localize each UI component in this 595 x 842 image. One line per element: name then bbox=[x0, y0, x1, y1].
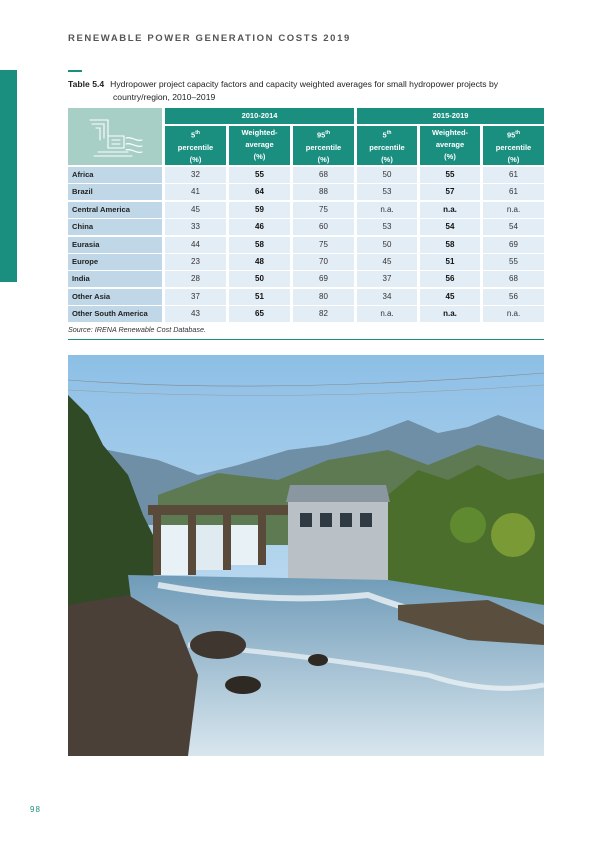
subheader-text: percentile bbox=[495, 142, 532, 152]
cell: 64 bbox=[229, 184, 290, 200]
row-label: Eurasia bbox=[68, 237, 162, 253]
cell: 58 bbox=[420, 237, 480, 253]
subheader-text: 95 bbox=[506, 130, 516, 140]
cell: 70 bbox=[293, 254, 354, 270]
table-row bbox=[68, 167, 544, 184]
cell: 44 bbox=[165, 237, 226, 253]
subheader-unit: (%) bbox=[253, 152, 266, 161]
caption-text-line2: country/region, 2010–2019 bbox=[113, 92, 216, 102]
row-label: India bbox=[68, 271, 162, 287]
subheader-sup: th bbox=[386, 130, 392, 136]
group-header-2010-2014: 2010-2014 bbox=[165, 108, 354, 124]
subheader-sup: th bbox=[195, 130, 200, 136]
cell: 54 bbox=[420, 219, 480, 235]
subheader-unit: (%) bbox=[317, 154, 330, 164]
cell: 58 bbox=[229, 237, 290, 253]
table-row bbox=[68, 184, 544, 201]
cell: n.a. bbox=[483, 306, 544, 322]
cell: 53 bbox=[357, 184, 417, 200]
subheader-unit: (%) bbox=[381, 154, 393, 164]
table-icon-cell bbox=[68, 108, 162, 165]
subheader-text: 5 bbox=[191, 130, 196, 140]
cell: 53 bbox=[357, 219, 417, 235]
cell: 32 bbox=[165, 167, 226, 183]
row-label: Africa bbox=[68, 167, 162, 183]
cell: n.a. bbox=[357, 306, 417, 322]
cell: 56 bbox=[483, 289, 544, 305]
cell: n.a. bbox=[357, 202, 417, 218]
table-row bbox=[68, 289, 544, 306]
table-body bbox=[68, 167, 544, 324]
cell: 45 bbox=[357, 254, 417, 270]
table-row bbox=[68, 202, 544, 219]
cell: 55 bbox=[420, 167, 480, 183]
subheader-text: average bbox=[245, 140, 274, 149]
cell: 51 bbox=[420, 254, 480, 270]
side-tab bbox=[0, 70, 17, 282]
subheader-text: Weighted- bbox=[431, 128, 469, 137]
subheader-p95-a bbox=[293, 126, 354, 165]
cell: 65 bbox=[229, 306, 290, 322]
cell: 28 bbox=[165, 271, 226, 287]
table-row bbox=[68, 254, 544, 271]
subheader-avg-a bbox=[229, 126, 290, 165]
table-caption bbox=[68, 78, 548, 104]
cell: 43 bbox=[165, 306, 226, 322]
cell: 55 bbox=[229, 167, 290, 183]
caption-accent-line bbox=[68, 70, 82, 72]
subheader-text: 5 bbox=[382, 130, 387, 140]
cell: 45 bbox=[165, 202, 226, 218]
subheader-unit: (%) bbox=[189, 154, 202, 164]
row-label: Central America bbox=[68, 202, 162, 218]
cell: 41 bbox=[165, 184, 226, 200]
subheader-text: percentile bbox=[305, 142, 342, 152]
table-row bbox=[68, 219, 544, 236]
cell: 60 bbox=[293, 219, 354, 235]
subheader-unit: (%) bbox=[444, 152, 456, 161]
subheader-text: 95 bbox=[316, 130, 326, 140]
row-label: China bbox=[68, 219, 162, 235]
cell: 50 bbox=[357, 237, 417, 253]
cell: 69 bbox=[483, 237, 544, 253]
subheader-text: percentile bbox=[177, 142, 214, 152]
cell: 51 bbox=[229, 289, 290, 305]
cell: 61 bbox=[483, 184, 544, 200]
table-label: Table 5.4 bbox=[68, 79, 105, 89]
cell: 37 bbox=[357, 271, 417, 287]
cell: 68 bbox=[293, 167, 354, 183]
caption-text-line1: Hydropower project capacity factors and capacity weighted averages for small hydropower projects by bbox=[110, 79, 499, 89]
cell: 48 bbox=[229, 254, 290, 270]
table-source-note: Source: IRENA Renewable Cost Database. bbox=[68, 325, 206, 334]
table-row bbox=[68, 306, 544, 323]
divider-rule bbox=[68, 339, 544, 340]
cell: n.a. bbox=[483, 202, 544, 218]
subheader-p95-b bbox=[483, 126, 544, 165]
group-header-2015-2019: 2015-2019 bbox=[357, 108, 544, 124]
page-number: 98 bbox=[30, 805, 41, 814]
table-header bbox=[68, 108, 544, 165]
cell: 75 bbox=[293, 237, 354, 253]
cell: 56 bbox=[420, 271, 480, 287]
cell: 88 bbox=[293, 184, 354, 200]
cell: n.a. bbox=[420, 202, 480, 218]
subheader-sup: th bbox=[515, 130, 521, 136]
cell: 55 bbox=[483, 254, 544, 270]
cell: 50 bbox=[229, 271, 290, 287]
subheader-text: Weighted- bbox=[241, 128, 278, 137]
cell: 23 bbox=[165, 254, 226, 270]
cell: 46 bbox=[229, 219, 290, 235]
cell: 69 bbox=[293, 271, 354, 287]
subheader-text: average bbox=[435, 140, 465, 149]
subheader-p5-a bbox=[165, 126, 226, 165]
cell: 75 bbox=[293, 202, 354, 218]
cell: 80 bbox=[293, 289, 354, 305]
running-header: RENEWABLE POWER GENERATION COSTS 2019 bbox=[68, 33, 351, 44]
photo-illustration bbox=[68, 355, 544, 756]
subheader-p5-b bbox=[357, 126, 417, 165]
table-row bbox=[68, 237, 544, 254]
cell: 37 bbox=[165, 289, 226, 305]
row-label: Brazil bbox=[68, 184, 162, 200]
subheader-text: percentile bbox=[369, 142, 405, 152]
subheader-avg-b bbox=[420, 126, 480, 165]
cell: 54 bbox=[483, 219, 544, 235]
cell: 34 bbox=[357, 289, 417, 305]
cell: n.a. bbox=[420, 306, 480, 322]
cell: 50 bbox=[357, 167, 417, 183]
row-label: Other South America bbox=[68, 306, 162, 322]
cell: 61 bbox=[483, 167, 544, 183]
cell: 33 bbox=[165, 219, 226, 235]
cell: 45 bbox=[420, 289, 480, 305]
subheader-sup: th bbox=[325, 130, 331, 136]
table-row bbox=[68, 271, 544, 288]
subheader-unit: (%) bbox=[507, 154, 520, 164]
hydropower-plant-photo bbox=[68, 355, 544, 756]
row-label: Europe bbox=[68, 254, 162, 270]
cell: 68 bbox=[483, 271, 544, 287]
hydropower-dam-icon bbox=[68, 108, 162, 165]
cell: 59 bbox=[229, 202, 290, 218]
cell: 57 bbox=[420, 184, 480, 200]
row-label: Other Asia bbox=[68, 289, 162, 305]
cell: 82 bbox=[293, 306, 354, 322]
